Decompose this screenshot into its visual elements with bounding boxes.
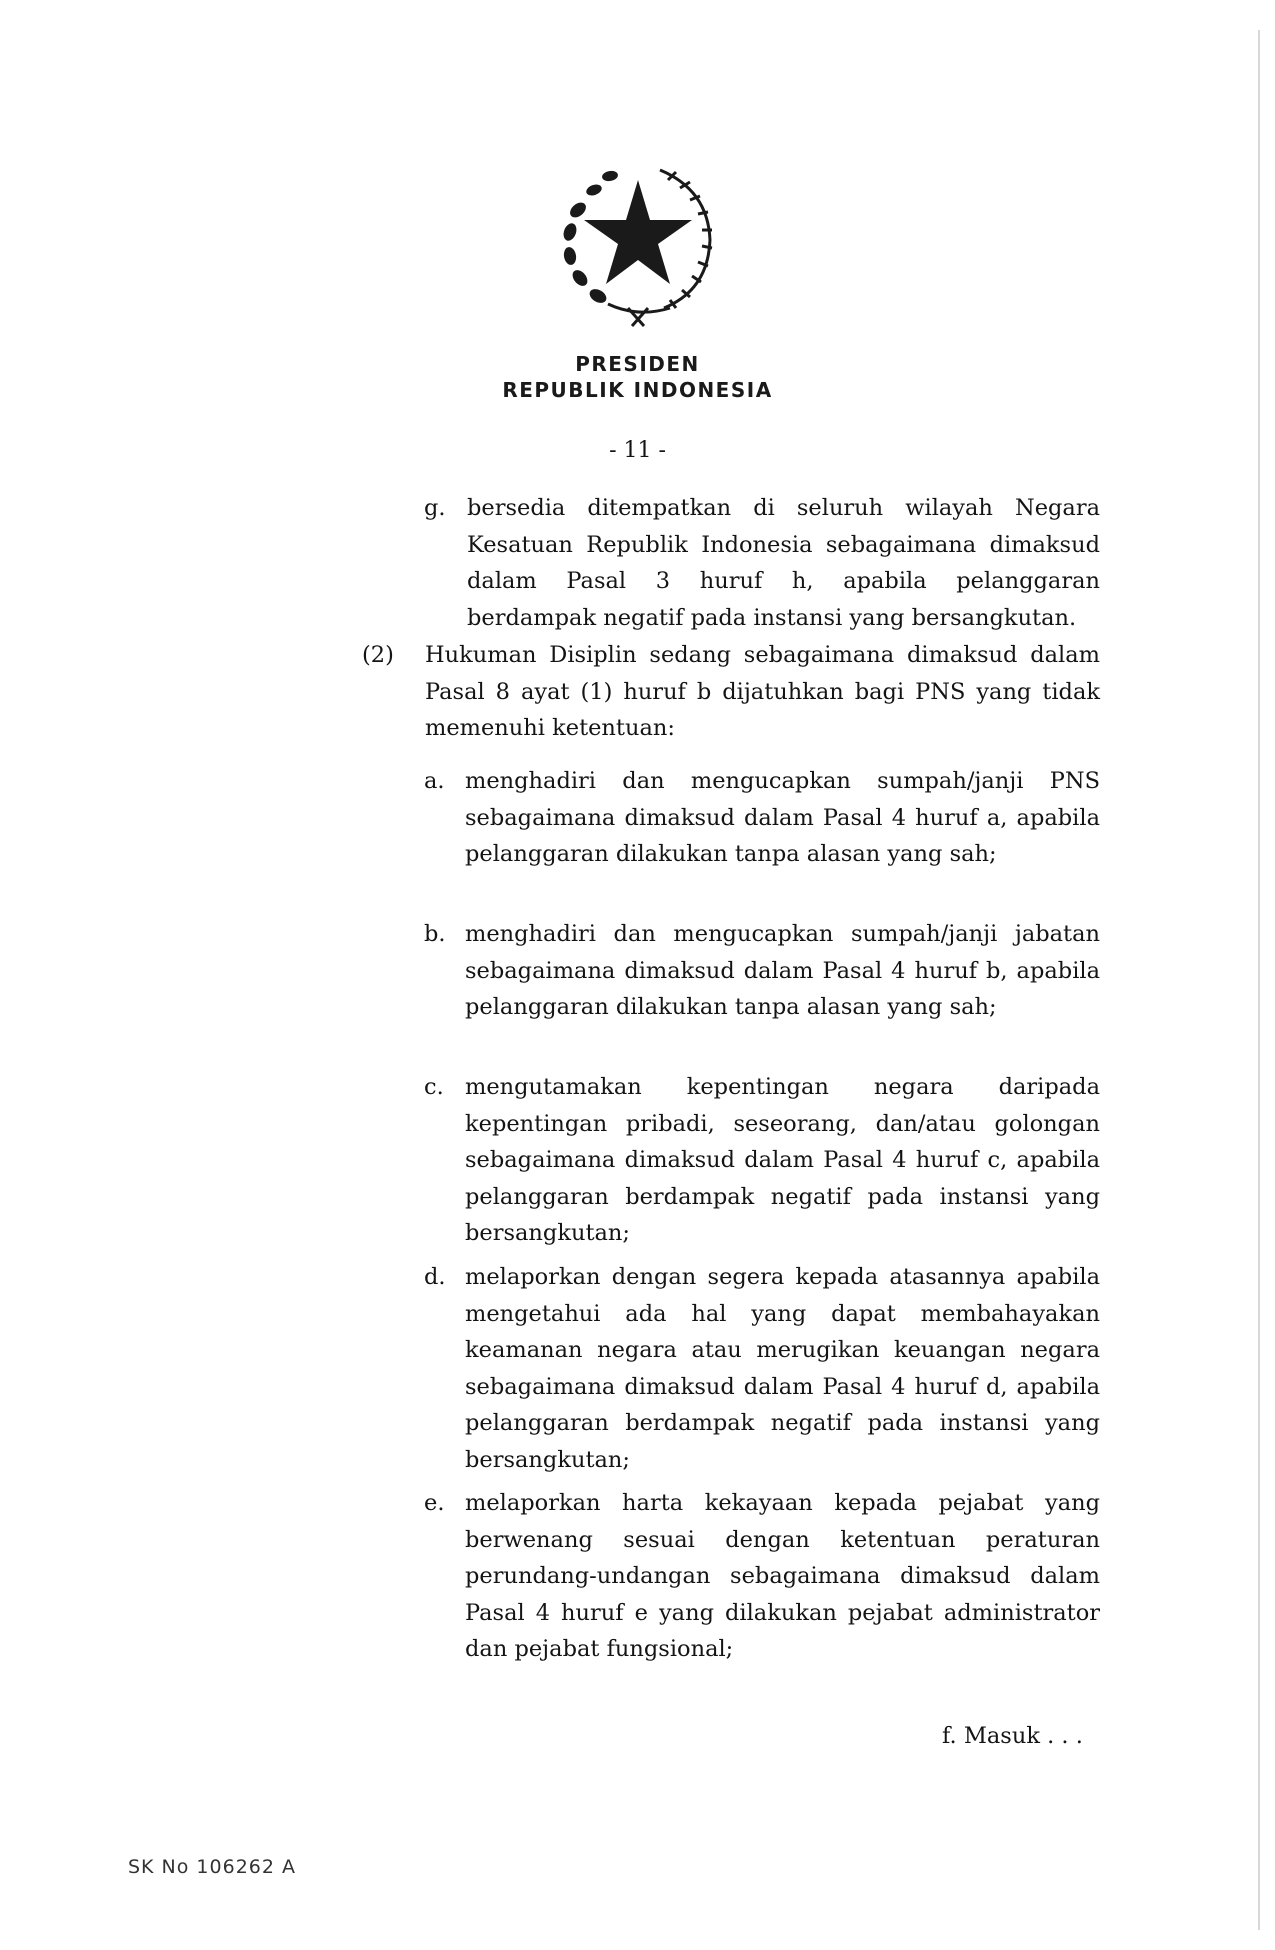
item-d-label: d. (424, 1264, 446, 1290)
header-republic: REPUBLIK INDONESIA (502, 378, 773, 402)
item-g-text: bersedia ditempatkan di seluruh wilayah Negara Kesatuan Republik Indonesia sebagaimana dimaksud dalam Pasal 3 huruf h, apabila pelanggaran berdampak negatif pada instansi yang bersangkutan. (467, 495, 1100, 631)
continuation-catchword: f. Masuk . . . (942, 1723, 1083, 1749)
section-2-intro: Hukuman Disiplin sedang sebagaimana dimaksud dalam Pasal 8 ayat (1) huruf b dijatuhkan bagi PNS yang tidak memenuhi ketentuan: (425, 642, 1100, 742)
presidential-emblem-icon (548, 150, 728, 330)
item-d-text: melaporkan dengan segera kepada atasannya apabila mengetahui ada hal yang dapat membahayakan keamanan negara atau merugikan keuangan negara sebagaimana dimaksud dalam Pasal 4 huruf d, apabila pelanggaran berdampak negatif pada instansi yang bersangkutan; (465, 1264, 1100, 1473)
item-e-label: e. (424, 1490, 445, 1516)
item-e-text: melaporkan harta kekayaan kepada pejabat yang berwenang sesuai dengan ketentuan peraturan perundang-undangan sebagaimana dimaksud dalam Pasal 4 huruf e yang dilakukan pejabat administrator dan pejabat fungsional; (465, 1490, 1100, 1663)
item-a-text: menghadiri dan mengucapkan sumpah/janji PNS sebagaimana dimaksud dalam Pasal 4 huruf a, apabila pelanggaran dilakukan tanpa alasan yang sah; (465, 768, 1100, 868)
item-c-label: c. (424, 1074, 444, 1100)
scan-edge-line (1258, 30, 1260, 1930)
section-2-label: (2) (362, 642, 394, 668)
item-b-label: b. (424, 921, 446, 947)
item-g-label: g. (424, 495, 446, 521)
page-number: - 11 - (609, 438, 666, 463)
item-a-label: a. (424, 768, 445, 794)
header-president: PRESIDEN (575, 352, 700, 376)
footer-document-code: SK No 106262 A (128, 1856, 297, 1878)
item-b-text: menghadiri dan mengucapkan sumpah/janji jabatan sebagaimana dimaksud dalam Pasal 4 huruf b, apabila pelanggaran dilakukan tanpa alasan yang sah; (465, 921, 1100, 1021)
item-c-text: mengutamakan kepentingan negara daripada kepentingan pribadi, seseorang, dan/atau golongan sebagaimana dimaksud dalam Pasal 4 huruf c, apabila pelanggaran berdampak negatif pada instansi yang bersangkutan; (465, 1074, 1100, 1247)
